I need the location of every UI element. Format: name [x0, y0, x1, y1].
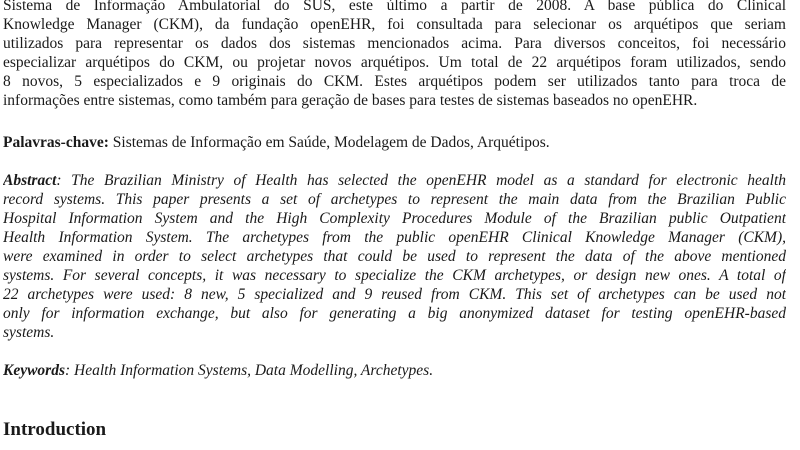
palavras-chave [3, 133, 786, 152]
keywords [3, 361, 786, 380]
abstract-paragraph [3, 171, 786, 342]
resumo-paragraph [3, 0, 786, 110]
text-line: Knowledge Manager (CKM), da fundação openEHR, foi consultada para selecionar os arquétipos que seriam [3, 16, 786, 33]
keywords-label: Keywords [3, 362, 65, 379]
text-line: especializar arquétipos do CKM, ou projetar novos arquétipos. Um total de 22 arquétipos foram utilizados, sendo [3, 54, 786, 71]
text-line: 22 archetypes were used: 8 new, 5 specialized and 9 reused from CKM. This set of archetypes can be used not [3, 286, 786, 303]
palavras-chave-text: Sistemas de Informação em Saúde, Modelagem de Dados, Arquétipos. [108, 134, 550, 151]
text-line: : The Brazilian Ministry of Health has selected the openEHR model as a standard for electronic health [56, 172, 786, 189]
text-line: only for information exchange, but also for generating a big anonymized dataset for testing openEHR-based [3, 305, 786, 322]
text-line: systems. [3, 324, 55, 341]
text-line: record systems. This paper presents a set of archetypes to represent the main data from the Brazilian Public [3, 191, 786, 208]
text-line: informações entre sistemas, como também para geração de bases para testes de sistemas baseados no openEHR. [3, 92, 698, 109]
abstract-label: Abstract [3, 172, 57, 189]
text-line: 8 novos, 5 especializados e 9 originais do CKM. Estes arquétipos podem ser utilizados tanto para troca de [3, 73, 786, 90]
section-heading-introduction: Introduction [3, 419, 107, 440]
text-line: Sistema de Informação Ambulatorial do SUS, este último a partir de 2008. A base pública do Clinical [3, 0, 786, 14]
text-line: systems. For several concepts, it was necessary to specialize the CKM archetypes, or design new ones. A total of [3, 267, 786, 284]
palavras-chave-label: Palavras-chave: [3, 134, 109, 151]
text-line: utilizados para representar os dados dos sistemas mencionados acima. Para diversos conceitos, foi necessário [3, 35, 786, 52]
text-line: Health Information System. The archetypes from the public openEHR Clinical Knowledge Manager (CKM), [3, 229, 786, 246]
text-line: Hospital Information System and the High Complexity Procedures Module of the Brazilian public Outpatient [3, 210, 786, 227]
keywords-text: : Health Information Systems, Data Modelling, Archetypes. [65, 362, 434, 379]
text-line: were examined in order to select archetypes that could be used to represent the data of the above mentioned [3, 248, 786, 265]
